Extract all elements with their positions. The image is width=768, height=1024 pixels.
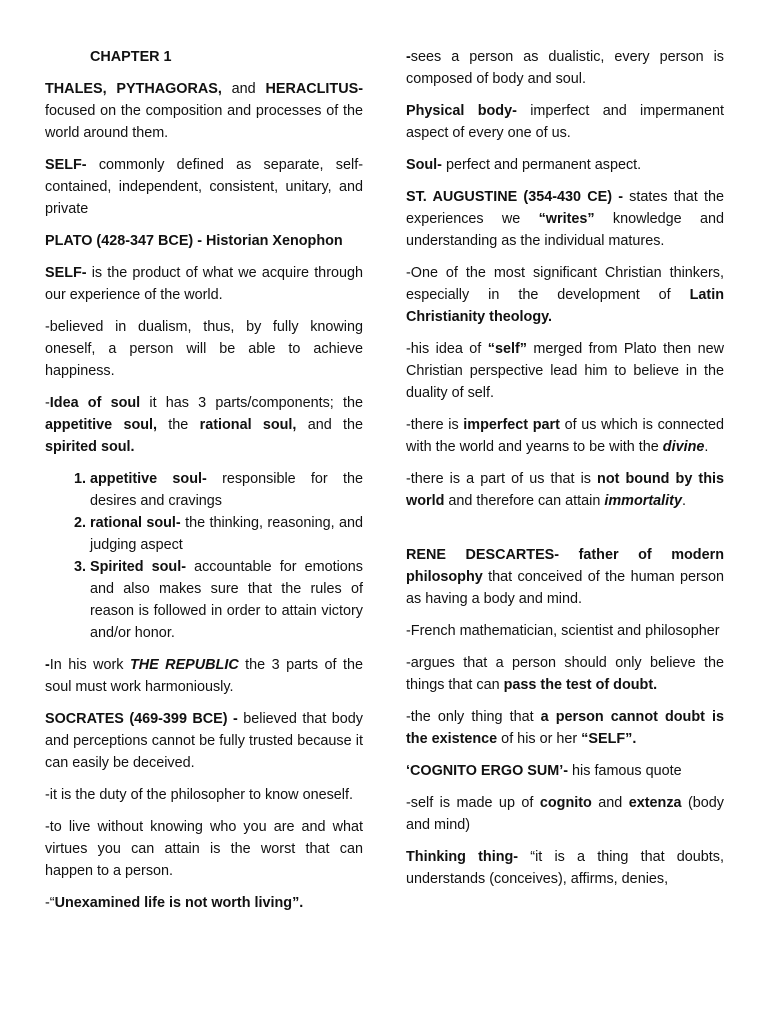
paragraph bbox=[406, 792, 724, 836]
bold-term: appetitive soul- bbox=[90, 471, 207, 487]
bold-term: Physical body- bbox=[406, 103, 517, 119]
paragraph bbox=[406, 186, 724, 252]
paragraph bbox=[406, 760, 724, 782]
text: In his work bbox=[49, 657, 130, 673]
text: -argues that a person should only believe the things that can bbox=[406, 655, 724, 693]
text: -the only thing that bbox=[406, 709, 541, 725]
paragraph bbox=[45, 784, 363, 806]
text: states that the experiences we bbox=[406, 189, 724, 227]
paragraph bbox=[406, 468, 724, 512]
bold-quote: Unexamined life is not worth living”. bbox=[54, 895, 304, 911]
bold-term: ‘COGNITO ERGO SUM’- bbox=[406, 763, 569, 779]
paragraph bbox=[406, 414, 724, 458]
text: the thinking, reasoning, and judging aspect bbox=[90, 515, 363, 553]
spacer bbox=[406, 522, 724, 544]
text: -there is a part of us that is bbox=[406, 471, 598, 487]
bold-term: extenza bbox=[628, 795, 682, 811]
text: of his or her bbox=[497, 731, 582, 747]
paragraph bbox=[45, 154, 363, 220]
text: -believed in dualism, thus, by fully knowing oneself, a person will be able to achieve happiness. bbox=[45, 319, 363, 379]
text: believed that body and perceptions cannot be fully trusted because it can easily be deceived. bbox=[45, 711, 363, 771]
right-column bbox=[406, 46, 724, 900]
bold-term: spirited soul. bbox=[45, 439, 135, 455]
bold-term: Soul- bbox=[406, 157, 442, 173]
bold-term: imperfect part bbox=[463, 417, 560, 433]
text: it has 3 parts/components; the bbox=[140, 395, 363, 411]
list-item bbox=[90, 468, 363, 512]
paragraph bbox=[45, 816, 363, 882]
text: -French mathematician, scientist and philosopher bbox=[406, 623, 720, 639]
bold-term: “SELF”. bbox=[581, 731, 637, 747]
bold-italic-term: immortality bbox=[604, 493, 682, 509]
paragraph bbox=[45, 78, 363, 144]
bold-term: - bbox=[45, 657, 50, 673]
bold-italic-term: THE REPUBLIC bbox=[129, 657, 239, 673]
text: his famous quote bbox=[568, 763, 682, 779]
bold-term: not bound by this world bbox=[406, 471, 724, 509]
text: accountable for emotions and also makes sure that the rules of reason is followed in order to attain victory and/or honor. bbox=[90, 559, 363, 641]
bold-term: rational soul, bbox=[199, 417, 297, 433]
bold-term: Spirited soul- bbox=[90, 559, 187, 575]
text: -to live without knowing who you are and what virtues you can attain is the worst that can happen to a person. bbox=[45, 819, 363, 879]
text: the bbox=[157, 417, 200, 433]
text: imperfect and impermanent aspect of every one of us. bbox=[406, 103, 724, 141]
paragraph bbox=[45, 316, 363, 382]
text: perfect and permanent aspect. bbox=[441, 157, 642, 173]
text: is the product of what we acquire through our experience of the world. bbox=[45, 265, 363, 303]
bold-term: SELF- bbox=[45, 157, 87, 173]
bold-term: “writes” bbox=[538, 211, 595, 227]
soul-parts-list bbox=[45, 468, 363, 644]
paragraph bbox=[45, 708, 363, 774]
text: - bbox=[45, 395, 50, 411]
paragraph bbox=[406, 338, 724, 404]
text: merged from Plato then new Christian perspective lead him to believe in the duality of self. bbox=[406, 341, 724, 401]
bold-term: SELF- bbox=[45, 265, 87, 281]
section-heading: PLATO (428-347 BCE) - Historian Xenophon bbox=[45, 233, 343, 249]
section-heading: SOCRATES (469-399 BCE) - bbox=[45, 711, 238, 727]
paragraph bbox=[406, 154, 724, 176]
bold-term: Latin Christianity theology. bbox=[406, 287, 724, 325]
bold-term: a person cannot doubt is the existence bbox=[406, 709, 724, 747]
text: sees a person as dualistic, every person is composed of body and soul. bbox=[406, 49, 724, 87]
text: knowledge and understanding as the individual matures. bbox=[406, 211, 724, 249]
text: and therefore can attain bbox=[444, 493, 605, 509]
text: and bbox=[591, 795, 629, 811]
bold-term: - bbox=[406, 49, 411, 65]
text: “it is a thing that doubts, understands (conceives), affirms, denies, bbox=[406, 849, 724, 887]
text: focused on the composition and processes of the world around them. bbox=[45, 103, 363, 141]
paragraph bbox=[45, 654, 363, 698]
bold-term: rational soul- bbox=[90, 515, 181, 531]
text: responsible for the desires and cravings bbox=[90, 471, 363, 509]
text: and bbox=[221, 81, 266, 97]
paragraph bbox=[406, 262, 724, 328]
bold-term: “self” bbox=[487, 341, 527, 357]
section-heading: RENE DESCARTES- father of modern philosophy bbox=[406, 547, 724, 585]
paragraph bbox=[406, 620, 724, 642]
bold-term: appetitive soul, bbox=[45, 417, 158, 433]
chapter-heading: CHAPTER 1 bbox=[90, 49, 172, 65]
text: -self is made up of bbox=[406, 795, 540, 811]
bold-term: pass the test of doubt. bbox=[503, 677, 658, 693]
text: . bbox=[704, 439, 709, 455]
text: (body and mind) bbox=[406, 795, 724, 833]
paragraph bbox=[406, 46, 724, 90]
bold-term: THALES, PYTHAGORAS, bbox=[45, 81, 222, 97]
bold-italic-term: divine bbox=[662, 439, 705, 455]
list-item bbox=[90, 512, 363, 556]
paragraph bbox=[406, 706, 724, 750]
left-column bbox=[45, 46, 363, 924]
paragraph bbox=[406, 846, 724, 890]
text: -it is the duty of the philosopher to know oneself. bbox=[45, 787, 353, 803]
text: that conceived of the human person as having a body and mind. bbox=[406, 569, 724, 607]
bold-term: Thinking thing- bbox=[406, 849, 519, 865]
bold-term: HERACLITUS- bbox=[265, 81, 363, 97]
text: and the bbox=[296, 417, 363, 433]
bold-term: cognito bbox=[539, 795, 592, 811]
text: . bbox=[681, 493, 686, 509]
text: -there is bbox=[406, 417, 464, 433]
paragraph bbox=[406, 544, 724, 610]
section-heading: ST. AUGUSTINE (354-430 CE) - bbox=[406, 189, 623, 205]
paragraph bbox=[45, 392, 363, 458]
text: of us which is connected with the world and yearns to be with the bbox=[406, 417, 724, 455]
text: -One of the most significant Christian thinkers, especially in the development of bbox=[406, 265, 724, 303]
text: commonly defined as separate, self-contained, independent, consistent, unitary, and private bbox=[45, 157, 363, 217]
text: -“ bbox=[45, 895, 55, 911]
text: the 3 parts of the soul must work harmoniously. bbox=[45, 657, 363, 695]
paragraph bbox=[45, 892, 363, 914]
paragraph bbox=[406, 652, 724, 696]
text: -his idea of bbox=[406, 341, 488, 357]
paragraph bbox=[45, 262, 363, 306]
bold-term: Idea of soul bbox=[49, 395, 141, 411]
list-item bbox=[90, 556, 363, 644]
paragraph bbox=[45, 230, 363, 252]
paragraph bbox=[406, 100, 724, 144]
